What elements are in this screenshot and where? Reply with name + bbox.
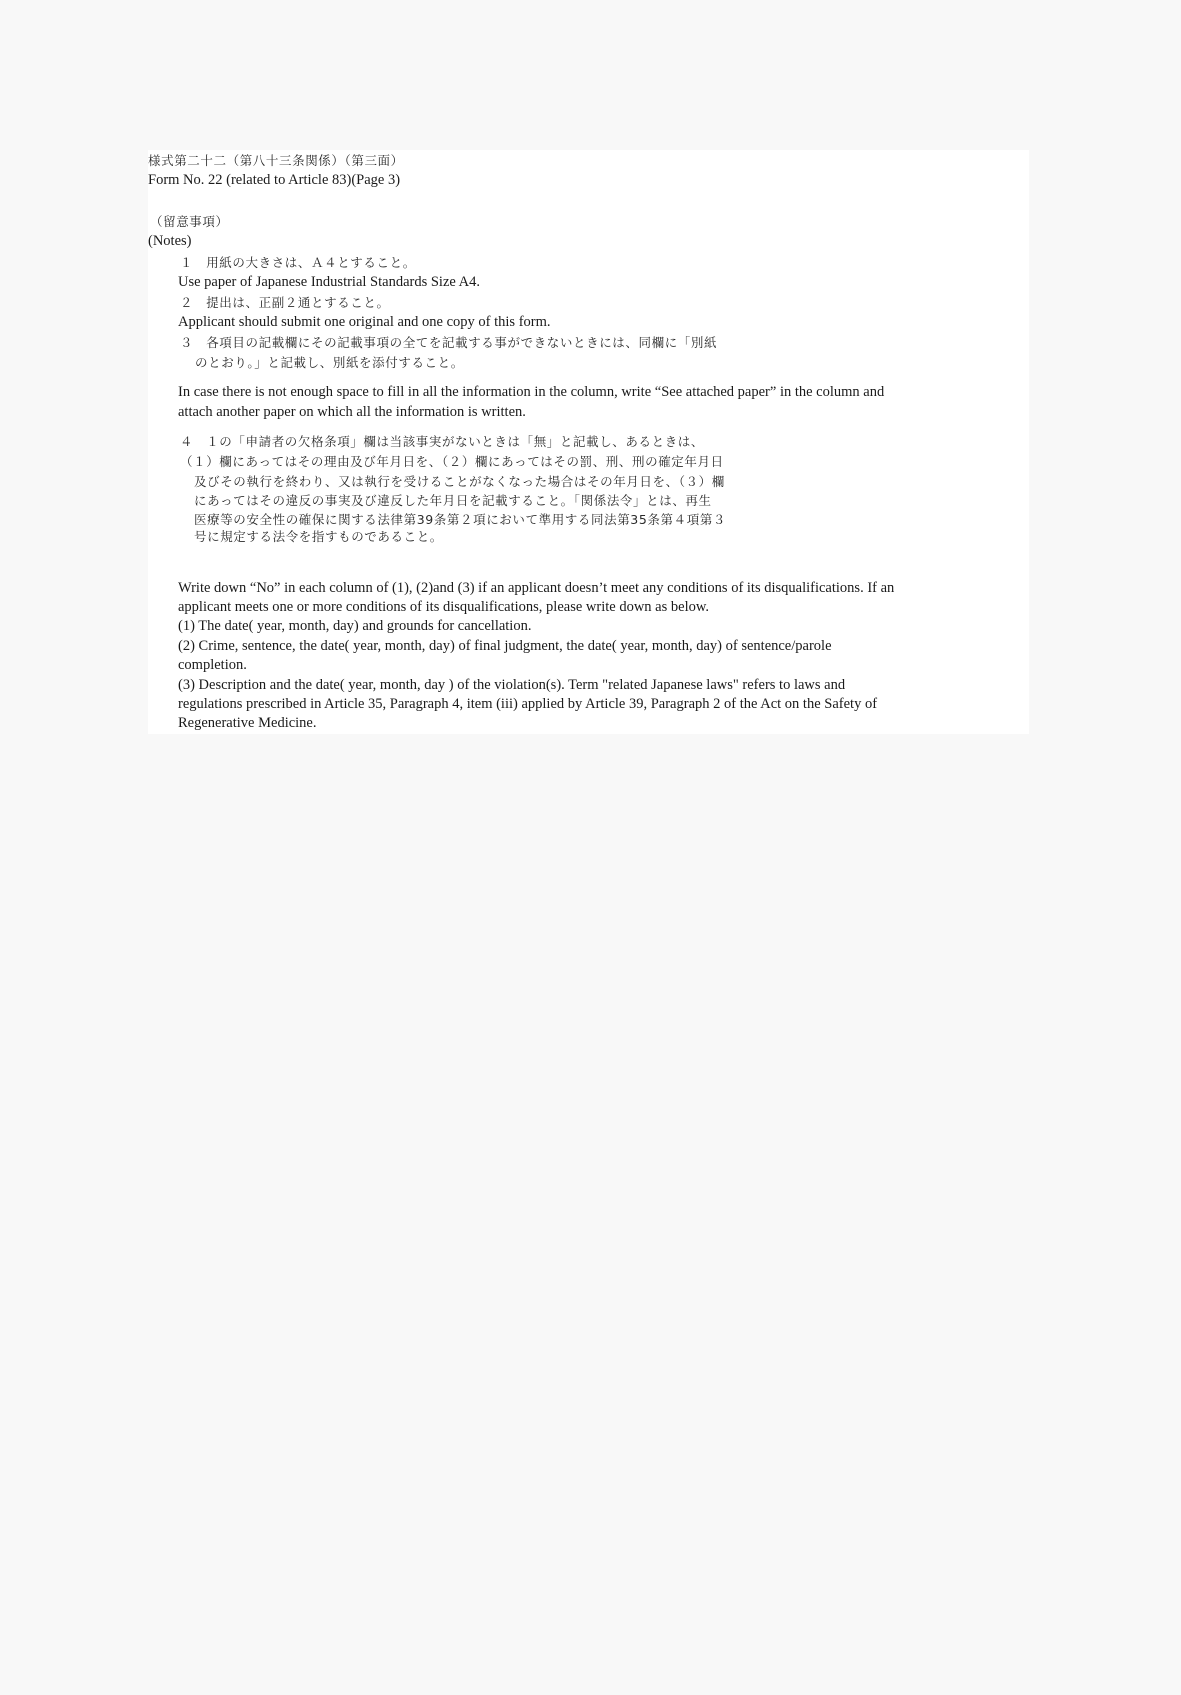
note-2-en: Applicant should submit one original and one copy of this form. (178, 314, 551, 330)
note-4-ja-line-3: 及びその執行を終わり、又は執行を受けることがなくなった場合はその年月日を、（３）欄 (194, 474, 725, 489)
note-3-ja-line-1: ３ 各項目の記載欄にその記載事項の全てを記載する事ができないときには、同欄に「別紙 (180, 335, 718, 350)
form-title-en: Form No. 22 (related to Article 83)(Page 3) (148, 172, 401, 188)
note-4-en-line-2: applicant meets one or more conditions of its disqualifications, please write down as below. (178, 599, 709, 615)
notes-heading-ja: （留意事項） (150, 214, 229, 229)
note-4-ja-line-2: （１）欄にあってはその理由及び年月日を、（２）欄にあってはその罰、刑、刑の確定年月日 (180, 454, 724, 469)
form-title-ja: 様式第二十二（第八十三条関係）（第三面） (148, 153, 404, 168)
note-4-en-line-5: completion. (178, 657, 247, 673)
notes-heading-en: (Notes) (148, 233, 192, 249)
note-4-en-line-8: Regenerative Medicine. (178, 715, 317, 731)
note-3-en-line-2: attach another paper on which all the information is written. (178, 404, 526, 420)
note-4-en-line-4: (2) Crime, sentence, the date( year, month, day) of final judgment, the date( year, month, day) of sentence/parole (178, 638, 832, 654)
note-3-ja-line-2: のとおり。」と記載し、別紙を添付すること。 (195, 355, 464, 370)
note-4-en-line-6: (3) Description and the date( year, month, day ) of the violation(s). Term "related Japanese laws" refers to laws and (178, 677, 846, 693)
note-1-en: Use paper of Japanese Industrial Standards Size A4. (178, 274, 481, 290)
note-4-en-line-1: Write down “No” in each column of (1), (2)and (3) if an applicant doesn’t meet any conditions of its disqualifications. If an (178, 580, 895, 596)
note-4-en-line-7: regulations prescribed in Article 35, Paragraph 4, item (iii) applied by Article 39, Paragraph 2 of the Act on the Safety of (178, 696, 878, 712)
note-4-ja-line-4: にあってはその違反の事実及び違反した年月日を記載すること。「関係法令」とは、再生 (194, 493, 712, 508)
note-3-en-line-1: In case there is not enough space to fill in all the information in the column, write “See attached paper” in the column and (178, 384, 885, 400)
note-2-ja: ２ 提出は、正副２通とすること。 (180, 295, 390, 310)
note-1-ja: １ 用紙の大きさは、Ａ４とすること。 (180, 255, 416, 270)
note-4-ja-line-6: 号に規定する法令を指すものであること。 (194, 529, 443, 544)
note-4-en-line-3: (1) The date( year, month, day) and grounds for cancellation. (178, 618, 532, 634)
note-4-ja-line-1: ４ １の「申請者の欠格条項」欄は当該事実がないときは「無」と記載し、あるときは、 (180, 434, 705, 449)
note-4-ja-line-5: 医療等の安全性の確保に関する法律第39条第２項において準用する同法第35条第４項第３ (194, 512, 727, 527)
